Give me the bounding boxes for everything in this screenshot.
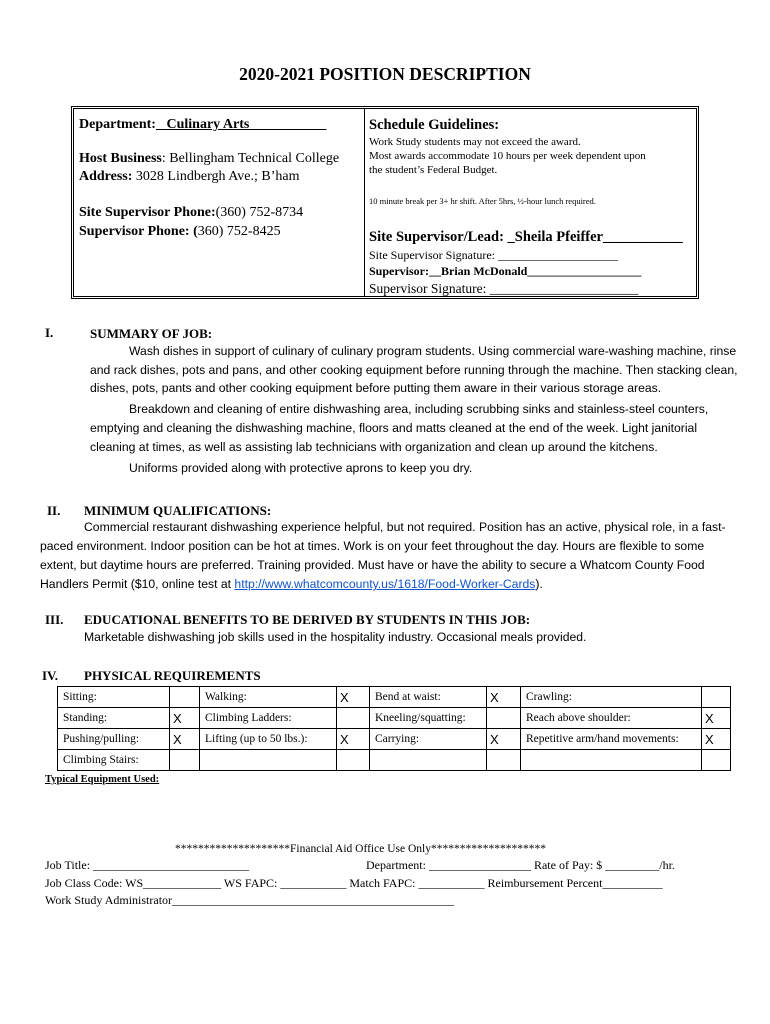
section-2-heading: MINIMUM QUALIFICATIONS: (84, 503, 272, 518)
supervisor-signature: Supervisor Signature: ______________________ (369, 281, 639, 296)
section-1-heading: SUMMARY OF JOB: (90, 326, 213, 341)
req-mark (487, 708, 521, 729)
req-mark: X (487, 687, 521, 708)
supervisor-name: Supervisor:__Brian McDonald___________________ (369, 264, 642, 278)
req-mark: X (702, 708, 731, 729)
schedule-line-2: Most awards accommodate 10 hours per week dependent upon (369, 150, 646, 162)
section-3-number: III. (45, 612, 64, 627)
req-mark (337, 708, 370, 729)
req-mark: X (337, 687, 370, 708)
section-4-number: IV. (42, 668, 59, 683)
department-line (79, 117, 326, 133)
break-note: 10 minute break per 3+ hr shift. After 5hrs, ½-hour lunch required. (369, 196, 596, 206)
req-mark (170, 687, 200, 708)
req-label: Crawling: (521, 687, 702, 708)
physical-requirements-table (57, 686, 731, 771)
req-label: Reach above shoulder: (521, 708, 702, 729)
req-label: Climbing Stairs: (58, 750, 170, 771)
qualifications-line-2: paced environment. Indoor position can be hot at times. Work is on your feet throughout the day. Hours are flexible to some (40, 539, 705, 553)
req-label: Repetitive arm/hand movements: (521, 729, 702, 750)
qualifications-line-4-text: Handlers Permit ($10, online test at (40, 577, 235, 591)
department-value: _Culinary Arts___________ (155, 117, 327, 132)
req-label: Pushing/pulling: (58, 729, 170, 750)
qualifications-line-4-end: ). (535, 577, 543, 591)
section-3-heading: EDUCATIONAL BENEFITS TO BE DERIVED BY STUDENTS IN THIS JOB: (84, 612, 531, 627)
section-4-heading: PHYSICAL REQUIREMENTS (84, 668, 261, 683)
host-business-label: Host Business (79, 151, 162, 166)
req-mark (487, 750, 521, 771)
req-label: Bend at waist: (370, 687, 487, 708)
req-label: Lifting (up to 50 lbs.): (200, 729, 337, 750)
table-row (58, 708, 731, 729)
req-mark (702, 750, 731, 771)
food-worker-cards-link[interactable]: http://www.whatcomcounty.us/1618/Food-Worker-Cards (234, 577, 536, 591)
req-mark: X (337, 729, 370, 750)
summary-p2-line-1: Breakdown and cleaning of entire dishwashing area, including scrubbing sinks and stainless-steel counters, (129, 402, 709, 416)
req-label: Kneeling/squatting: (370, 708, 487, 729)
req-label (200, 750, 337, 771)
req-label: Climbing Ladders: (200, 708, 337, 729)
department-label: Department: (79, 117, 156, 132)
table-row (58, 687, 731, 708)
equipment-label: Typical Equipment Used: (45, 774, 160, 785)
table-row (58, 729, 731, 750)
summary-p1-line-1: Wash dishes in support of culinary of culinary program students. Using commercial ware-washing machine, rinse (129, 344, 737, 358)
section-2-number: II. (47, 503, 61, 518)
benefits-line-1: Marketable dishwashing job skills used in the hospitality industry. Occasional meals provided. (84, 630, 587, 644)
req-mark (170, 750, 200, 771)
summary-p1-line-2: and rack dishes, pots and pans, and other cooking equipment before running through the machine. Then stacking clean, (90, 363, 738, 377)
req-label (521, 750, 702, 771)
supervisor-phone-label: Supervisor Phone: ( (79, 224, 198, 239)
qualifications-line-4 (40, 577, 543, 591)
qualifications-line-3: extent, but daytime hours are preferred. Training provided. Must have or have the ability to secure a Whatcom County Food (40, 558, 705, 572)
supervisor-phone-value: 360) 752-8425 (197, 224, 281, 239)
summary-p2-line-2: emptying and cleaning the dishwashing machine, floors and matts cleaned at the end of the week. Light janitorial (90, 421, 698, 435)
summary-p3-line-1: Uniforms provided along with protective aprons to keep you dry. (129, 461, 473, 475)
address-line (79, 169, 300, 185)
req-label: Carrying: (370, 729, 487, 750)
site-supervisor-signature: Site Supervisor Signature: ____________________ (369, 248, 618, 262)
req-mark (702, 687, 731, 708)
req-mark: X (487, 729, 521, 750)
schedule-line-3: the student’s Federal Budget. (369, 164, 498, 176)
page-title: 2020-2021 POSITION DESCRIPTION (239, 64, 531, 84)
qualifications-line-1: Commercial restaurant dishwashing experience helpful, but not required. Position has an active, physical role, in a fast- (84, 520, 726, 534)
job-title-field: Job Title: __________________________ (45, 858, 250, 872)
financial-aid-banner: ********************Financial Aid Office Use Only******************** (175, 843, 546, 855)
req-mark: X (170, 708, 200, 729)
schedule-title: Schedule Guidelines: (369, 117, 500, 133)
summary-p2-line-3: cleaning at times, as well as assisting lab technicians with organization and clean up around the kitchens. (90, 440, 658, 454)
job-class-code-field: Job Class Code: WS_____________ WS FAPC: ___________ Match FAPC: ___________ Reimbursement Percent__________ (45, 876, 663, 890)
host-business-line (79, 151, 339, 167)
section-1-number: I. (45, 325, 54, 340)
req-mark: X (702, 729, 731, 750)
req-label: Walking: (200, 687, 337, 708)
req-mark (337, 750, 370, 771)
work-study-administrator-field: Work Study Administrator_______________________________________________ (45, 893, 455, 907)
host-business-value: : Bellingham Technical College (161, 151, 340, 166)
req-mark: X (170, 729, 200, 750)
req-label: Standing: (58, 708, 170, 729)
site-phone-value: (360) 752-8734 (215, 205, 304, 220)
header-divider (364, 108, 365, 297)
site-lead: Site Supervisor/Lead: _Sheila Pfeiffer___________ (369, 229, 683, 245)
site-phone-label: Site Supervisor Phone: (79, 205, 216, 220)
supervisor-phone-line (79, 224, 281, 240)
address-label: Address: (79, 169, 133, 184)
req-label (370, 750, 487, 771)
department-rate-field: Department: _________________ Rate of Pay: $ _________/hr. (366, 858, 675, 872)
req-label: Sitting: (58, 687, 170, 708)
schedule-line-1: Work Study students may not exceed the award. (369, 136, 581, 148)
table-row (58, 750, 731, 771)
address-value: 3028 Lindbergh Ave.; B’ham (132, 169, 300, 184)
site-phone-line (79, 205, 303, 221)
summary-p1-line-3: dishes, pots, pants and other cooking equipment before putting them aware in their various storage areas. (90, 381, 662, 395)
